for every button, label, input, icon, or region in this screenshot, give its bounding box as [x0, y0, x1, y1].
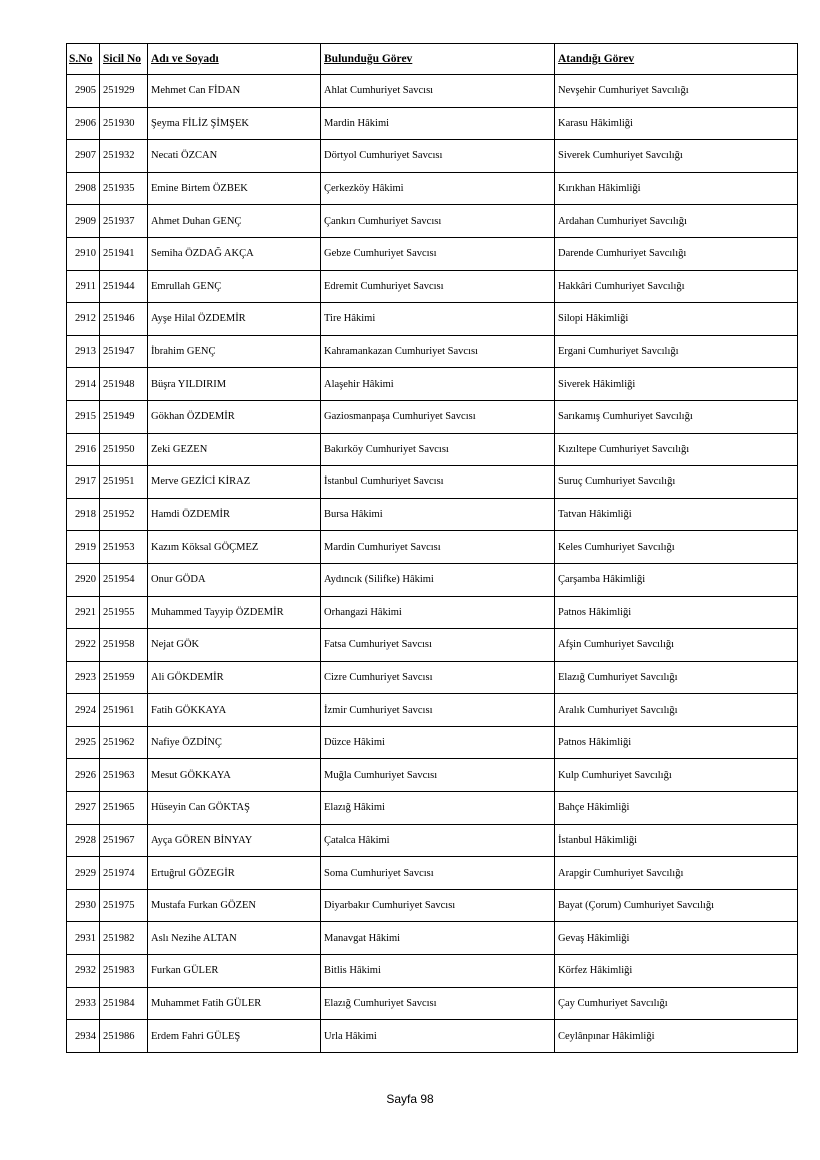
cell-name: Büşra YILDIRIM — [148, 368, 321, 401]
cell-name: Furkan GÜLER — [148, 955, 321, 988]
cell-assigned-post: Suruç Cumhuriyet Savcılığı — [555, 466, 798, 499]
cell-current-post: Gebze Cumhuriyet Savcısı — [321, 237, 555, 270]
header-sicil-no: Sicil No — [100, 44, 148, 75]
cell-sicil-no: 251983 — [100, 955, 148, 988]
cell-sno: 2925 — [67, 726, 100, 759]
cell-sno: 2912 — [67, 303, 100, 336]
cell-assigned-post: Çarşamba Hâkimliği — [555, 563, 798, 596]
cell-assigned-post: Silopi Hâkimliği — [555, 303, 798, 336]
cell-sicil-no: 251953 — [100, 531, 148, 564]
cell-sno: 2923 — [67, 661, 100, 694]
cell-current-post: Manavgat Hâkimi — [321, 922, 555, 955]
cell-sno: 2931 — [67, 922, 100, 955]
cell-sicil-no: 251930 — [100, 107, 148, 140]
cell-sicil-no: 251937 — [100, 205, 148, 238]
cell-current-post: Edremit Cumhuriyet Savcısı — [321, 270, 555, 303]
cell-current-post: Bakırköy Cumhuriyet Savcısı — [321, 433, 555, 466]
cell-sno: 2932 — [67, 955, 100, 988]
cell-sno: 2915 — [67, 400, 100, 433]
cell-sno: 2905 — [67, 75, 100, 108]
cell-assigned-post: Hakkâri Cumhuriyet Savcılığı — [555, 270, 798, 303]
cell-current-post: Muğla Cumhuriyet Savcısı — [321, 759, 555, 792]
cell-current-post: İstanbul Cumhuriyet Savcısı — [321, 466, 555, 499]
cell-name: Kazım Köksal GÖÇMEZ — [148, 531, 321, 564]
cell-name: Semiha ÖZDAĞ AKÇA — [148, 237, 321, 270]
cell-name: Nafiye ÖZDİNÇ — [148, 726, 321, 759]
table-body — [67, 75, 798, 1053]
table-row — [67, 661, 798, 694]
cell-current-post: Orhangazi Hâkimi — [321, 596, 555, 629]
cell-assigned-post: İstanbul Hâkimliği — [555, 824, 798, 857]
cell-current-post: Bitlis Hâkimi — [321, 955, 555, 988]
header-sno: S.No — [67, 44, 100, 75]
cell-sicil-no: 251932 — [100, 140, 148, 173]
table-row — [67, 237, 798, 270]
table-row — [67, 792, 798, 825]
cell-sicil-no: 251974 — [100, 857, 148, 890]
cell-current-post: Fatsa Cumhuriyet Savcısı — [321, 629, 555, 662]
cell-name: Merve GEZİCİ KİRAZ — [148, 466, 321, 499]
cell-sno: 2913 — [67, 335, 100, 368]
cell-sno: 2930 — [67, 889, 100, 922]
cell-current-post: Elazığ Cumhuriyet Savcısı — [321, 987, 555, 1020]
cell-sicil-no: 251946 — [100, 303, 148, 336]
cell-assigned-post: Siverek Hâkimliği — [555, 368, 798, 401]
cell-sno: 2919 — [67, 531, 100, 564]
cell-assigned-post: Ardahan Cumhuriyet Savcılığı — [555, 205, 798, 238]
cell-sicil-no: 251941 — [100, 237, 148, 270]
page-number: Sayfa 98 — [386, 1092, 434, 1106]
table-row — [67, 726, 798, 759]
cell-sno: 2933 — [67, 987, 100, 1020]
table-row — [67, 368, 798, 401]
table-row — [67, 75, 798, 108]
cell-name: Ayşe Hilal ÖZDEMİR — [148, 303, 321, 336]
header-assigned-post: Atandığı Görev — [555, 44, 798, 75]
table-row — [67, 759, 798, 792]
cell-assigned-post: Kulp Cumhuriyet Savcılığı — [555, 759, 798, 792]
table-row — [67, 922, 798, 955]
cell-sno: 2909 — [67, 205, 100, 238]
table-row — [67, 466, 798, 499]
cell-assigned-post: Ergani Cumhuriyet Savcılığı — [555, 335, 798, 368]
cell-current-post: Çatalca Hâkimi — [321, 824, 555, 857]
cell-sno: 2910 — [67, 237, 100, 270]
cell-sno: 2922 — [67, 629, 100, 662]
table-row — [67, 172, 798, 205]
cell-name: Mehmet Can FİDAN — [148, 75, 321, 108]
table-row — [67, 987, 798, 1020]
cell-sicil-no: 251947 — [100, 335, 148, 368]
cell-assigned-post: Bayat (Çorum) Cumhuriyet Savcılığı — [555, 889, 798, 922]
cell-current-post: Düzce Hâkimi — [321, 726, 555, 759]
table-row — [67, 205, 798, 238]
cell-assigned-post: Keles Cumhuriyet Savcılığı — [555, 531, 798, 564]
cell-current-post: Diyarbakır Cumhuriyet Savcısı — [321, 889, 555, 922]
cell-assigned-post: Afşin Cumhuriyet Savcılığı — [555, 629, 798, 662]
cell-assigned-post: Arapgir Cumhuriyet Savcılığı — [555, 857, 798, 890]
cell-assigned-post: Elazığ Cumhuriyet Savcılığı — [555, 661, 798, 694]
cell-name: Gökhan ÖZDEMİR — [148, 400, 321, 433]
cell-current-post: Kahramankazan Cumhuriyet Savcısı — [321, 335, 555, 368]
cell-current-post: Tire Hâkimi — [321, 303, 555, 336]
cell-assigned-post: Bahçe Hâkimliği — [555, 792, 798, 825]
cell-sicil-no: 251954 — [100, 563, 148, 596]
cell-sicil-no: 251929 — [100, 75, 148, 108]
cell-assigned-post: Ceylânpınar Hâkimliği — [555, 1020, 798, 1053]
table-row — [67, 531, 798, 564]
cell-sicil-no: 251961 — [100, 694, 148, 727]
table-row — [67, 107, 798, 140]
cell-current-post: Bursa Hâkimi — [321, 498, 555, 531]
cell-sicil-no: 251967 — [100, 824, 148, 857]
cell-current-post: Çankırı Cumhuriyet Savcısı — [321, 205, 555, 238]
table-row — [67, 335, 798, 368]
cell-sicil-no: 251935 — [100, 172, 148, 205]
cell-name: Ayça GÖREN BİNYAY — [148, 824, 321, 857]
cell-assigned-post: Kızıltepe Cumhuriyet Savcılığı — [555, 433, 798, 466]
table-row — [67, 955, 798, 988]
cell-name: Ahmet Duhan GENÇ — [148, 205, 321, 238]
cell-sicil-no: 251951 — [100, 466, 148, 499]
cell-sno: 2911 — [67, 270, 100, 303]
cell-name: Aslı Nezihe ALTAN — [148, 922, 321, 955]
cell-assigned-post: Sarıkamış Cumhuriyet Savcılığı — [555, 400, 798, 433]
cell-name: Hamdi ÖZDEMİR — [148, 498, 321, 531]
cell-sicil-no: 251958 — [100, 629, 148, 662]
cell-current-post: Çerkezköy Hâkimi — [321, 172, 555, 205]
cell-current-post: Cizre Cumhuriyet Savcısı — [321, 661, 555, 694]
cell-name: Emrullah GENÇ — [148, 270, 321, 303]
cell-current-post: Mardin Hâkimi — [321, 107, 555, 140]
cell-sno: 2908 — [67, 172, 100, 205]
cell-sicil-no: 251986 — [100, 1020, 148, 1053]
table-header — [67, 44, 798, 75]
table-row — [67, 889, 798, 922]
header-current-post: Bulunduğu Görev — [321, 44, 555, 75]
cell-sicil-no: 251952 — [100, 498, 148, 531]
cell-name: Onur GÖDA — [148, 563, 321, 596]
cell-sicil-no: 251949 — [100, 400, 148, 433]
cell-assigned-post: Patnos Hâkimliği — [555, 596, 798, 629]
cell-assigned-post: Çay Cumhuriyet Savcılığı — [555, 987, 798, 1020]
cell-sicil-no: 251950 — [100, 433, 148, 466]
cell-name: Fatih GÖKKAYA — [148, 694, 321, 727]
cell-sicil-no: 251944 — [100, 270, 148, 303]
cell-name: İbrahim GENÇ — [148, 335, 321, 368]
table-row — [67, 498, 798, 531]
cell-name: Şeyma FİLİZ ŞİMŞEK — [148, 107, 321, 140]
cell-sicil-no: 251975 — [100, 889, 148, 922]
cell-name: Nejat GÖK — [148, 629, 321, 662]
table-row — [67, 596, 798, 629]
table-row — [67, 824, 798, 857]
cell-name: Mustafa Furkan GÖZEN — [148, 889, 321, 922]
cell-current-post: Ahlat Cumhuriyet Savcısı — [321, 75, 555, 108]
cell-current-post: Soma Cumhuriyet Savcısı — [321, 857, 555, 890]
cell-name: Emine Birtem ÖZBEK — [148, 172, 321, 205]
cell-sno: 2928 — [67, 824, 100, 857]
cell-current-post: Mardin Cumhuriyet Savcısı — [321, 531, 555, 564]
cell-name: Muhammet Fatih GÜLER — [148, 987, 321, 1020]
table-row — [67, 303, 798, 336]
cell-sicil-no: 251984 — [100, 987, 148, 1020]
cell-assigned-post: Tatvan Hâkimliği — [555, 498, 798, 531]
cell-sno: 2914 — [67, 368, 100, 401]
cell-sno: 2929 — [67, 857, 100, 890]
cell-assigned-post: Karasu Hâkimliği — [555, 107, 798, 140]
table-row — [67, 1020, 798, 1053]
cell-sicil-no: 251963 — [100, 759, 148, 792]
cell-current-post: Urla Hâkimi — [321, 1020, 555, 1053]
cell-current-post: Alaşehir Hâkimi — [321, 368, 555, 401]
cell-current-post: Gaziosmanpaşa Cumhuriyet Savcısı — [321, 400, 555, 433]
cell-assigned-post: Nevşehir Cumhuriyet Savcılığı — [555, 75, 798, 108]
table-row — [67, 270, 798, 303]
cell-name: Ali GÖKDEMİR — [148, 661, 321, 694]
cell-sno: 2916 — [67, 433, 100, 466]
cell-sno: 2926 — [67, 759, 100, 792]
cell-assigned-post: Darende Cumhuriyet Savcılığı — [555, 237, 798, 270]
cell-sno: 2917 — [67, 466, 100, 499]
cell-assigned-post: Kırıkhan Hâkimliği — [555, 172, 798, 205]
cell-name: Muhammed Tayyip ÖZDEMİR — [148, 596, 321, 629]
cell-sno: 2918 — [67, 498, 100, 531]
cell-assigned-post: Aralık Cumhuriyet Savcılığı — [555, 694, 798, 727]
cell-current-post: İzmir Cumhuriyet Savcısı — [321, 694, 555, 727]
cell-sicil-no: 251955 — [100, 596, 148, 629]
cell-name: Necati ÖZCAN — [148, 140, 321, 173]
cell-current-post: Dörtyol Cumhuriyet Savcısı — [321, 140, 555, 173]
table-row — [67, 400, 798, 433]
cell-current-post: Elazığ Hâkimi — [321, 792, 555, 825]
header-name: Adı ve Soyadı — [148, 44, 321, 75]
cell-assigned-post: Patnos Hâkimliği — [555, 726, 798, 759]
cell-sno: 2924 — [67, 694, 100, 727]
table-row — [67, 857, 798, 890]
cell-sicil-no: 251965 — [100, 792, 148, 825]
table-row — [67, 694, 798, 727]
cell-current-post: Aydıncık (Silifke) Hâkimi — [321, 563, 555, 596]
header-row — [67, 44, 798, 75]
cell-sicil-no: 251959 — [100, 661, 148, 694]
cell-name: Hüseyin Can GÖKTAŞ — [148, 792, 321, 825]
cell-sno: 2921 — [67, 596, 100, 629]
cell-sno: 2934 — [67, 1020, 100, 1053]
table-row — [67, 433, 798, 466]
cell-name: Erdem Fahri GÜLEŞ — [148, 1020, 321, 1053]
cell-name: Ertuğrul GÖZEGİR — [148, 857, 321, 890]
cell-sicil-no: 251948 — [100, 368, 148, 401]
cell-name: Mesut GÖKKAYA — [148, 759, 321, 792]
cell-name: Zeki GEZEN — [148, 433, 321, 466]
cell-sno: 2920 — [67, 563, 100, 596]
cell-sicil-no: 251962 — [100, 726, 148, 759]
cell-assigned-post: Siverek Cumhuriyet Savcılığı — [555, 140, 798, 173]
cell-assigned-post: Körfez Hâkimliği — [555, 955, 798, 988]
table-row — [67, 140, 798, 173]
cell-sno: 2907 — [67, 140, 100, 173]
table-row — [67, 563, 798, 596]
assignment-table — [66, 43, 798, 1053]
table-row — [67, 629, 798, 662]
cell-sno: 2906 — [67, 107, 100, 140]
cell-sicil-no: 251982 — [100, 922, 148, 955]
cell-assigned-post: Gevaş Hâkimliği — [555, 922, 798, 955]
cell-sno: 2927 — [67, 792, 100, 825]
